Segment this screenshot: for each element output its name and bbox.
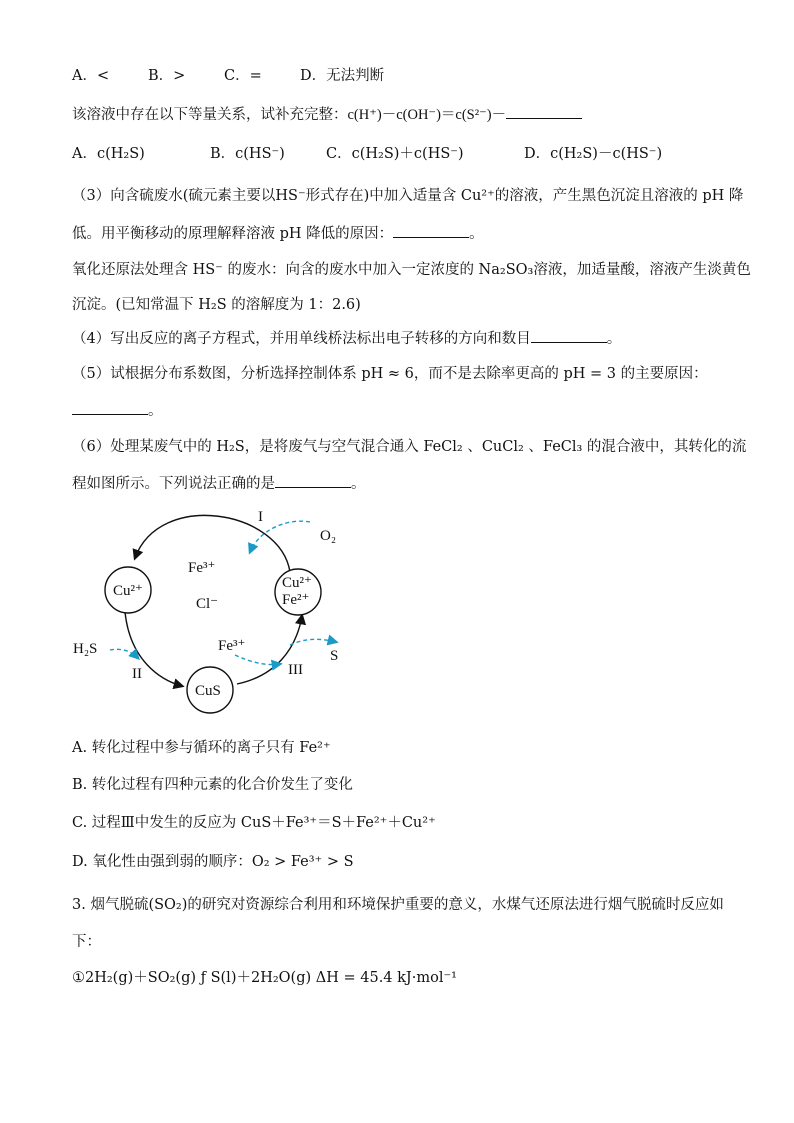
q6-line2-text: 程如图所示。下列说法正确的是 [72,476,275,492]
q5-line1: （5）试根据分布系数图，分析选择控制体系 pH ≈ 6，而不是去除率更高的 pH = 3 的主要原因： [72,366,708,382]
q5-line2 [72,400,163,421]
node-cus-label: CuS [195,683,221,699]
cycle-diagram [70,500,360,730]
fe3-arrow [235,655,280,665]
label-s: S [330,648,339,664]
option-b-compare: B．> [148,68,186,84]
answer-blank-conservation[interactable] [506,104,582,119]
conservation-prefix: 该溶液中存在以下等量关系，试补充完整： [72,107,348,123]
q6-line1: （6）处理某废气中的 H₂S，是将废气与空气混合通入 FeCl₂ 、CuCl₂ 、FeCl₃ 的混合液中，其转化的流 [72,439,747,455]
q4-text: （4）写出反应的离子方程式，并用单线桥法标出电子转移的方向和数目 [72,331,531,347]
conservation-line [72,104,582,125]
label-fe3-right: Fe³⁺ [218,638,246,654]
answer-blank-q6[interactable] [275,473,351,488]
label-roman-2: II [132,666,142,682]
q7-reaction: ①2H₂(g)＋SO₂(g) ƒ S(l)＋2H₂O(g) ΔH = 45.4 kJ·mol⁻¹ [72,970,457,986]
answer-blank-q5[interactable] [72,400,148,415]
option-d-q6: D. 氧化性由强到弱的顺序：O₂ > Fe³⁺ > S [72,854,354,870]
label-roman-1: I [258,509,263,525]
label-h2s: H₂S [73,641,98,657]
option-a-q6: A. 转化过程中参与循环的离子只有 Fe²⁺ [72,740,331,756]
node-cu2-label: Cu²⁺ [113,583,143,599]
label-roman-3: III [288,662,303,678]
q7-line2: 下： [72,934,101,950]
q4-end: 。 [606,331,622,347]
conservation-equation: c(H⁺)－c(OH⁻)＝c(S²⁻)－ [347,107,507,123]
option-b-q6: B. 转化过程有四种元素的化合价发生了变化 [72,777,353,793]
q6-end: 。 [351,476,366,492]
redox-line1: 氧化还原法处理含 HS⁻ 的废水：向含的废水中加入一定浓度的 Na₂SO₃溶液，加适量酸，溶液产生淡黄色 [72,262,751,278]
label-cl: Cl⁻ [196,596,219,612]
option-d-compare: D．无法判断 [300,68,385,84]
answer-blank-q4[interactable] [531,328,607,343]
q3-line2 [72,223,484,244]
option-c-q6: C. 过程Ⅲ中发生的反应为 CuS＋Fe³⁺＝S＋Fe²⁺＋Cu²⁺ [72,815,436,831]
option-d-conservation: D．c(H₂S)－c(HS⁻) [524,146,663,162]
q5-end: 。 [148,403,163,419]
q3-line2-end: 。 [469,226,484,242]
option-a-compare: A．< [72,68,110,84]
q4-line [72,328,621,349]
label-o2: O₂ [320,528,337,544]
q6-line2 [72,473,366,494]
q3-line1: （3）向含硫废水(硫元素主要以HS⁻形式存在)中加入适量含 Cu²⁺的溶液，产生黑色沉淀且溶液的 pH 降 [72,188,744,204]
node-cu2-fe2-label-1: Cu²⁺ [282,575,312,591]
label-fe3-top: Fe³⁺ [188,560,216,576]
o2-arrow [250,521,310,552]
option-c-conservation: C．c(H₂S)＋c(HS⁻) [326,146,464,162]
redox-line2: 沉淀。(已知常温下 H₂S 的溶解度为 1：2.6) [72,297,361,313]
h2s-arrow [110,649,138,658]
s-arrow [290,639,336,645]
option-a-conservation: A．c(H₂S) [72,146,145,162]
option-c-compare: C．= [224,68,262,84]
q7-line1: 3. 烟气脱硫(SO₂)的研究对资源综合利用和环境保护重要的意义，水煤气还原法进行烟气脱硫时反应如 [72,897,724,913]
answer-blank-q3[interactable] [393,223,469,238]
q3-line2-text: 低。用平衡移动的原理解释溶液 pH 降低的原因： [72,226,394,242]
node-cu2-fe2-label-2: Fe²⁺ [282,592,310,608]
option-b-conservation: B．c(HS⁻) [210,146,285,162]
